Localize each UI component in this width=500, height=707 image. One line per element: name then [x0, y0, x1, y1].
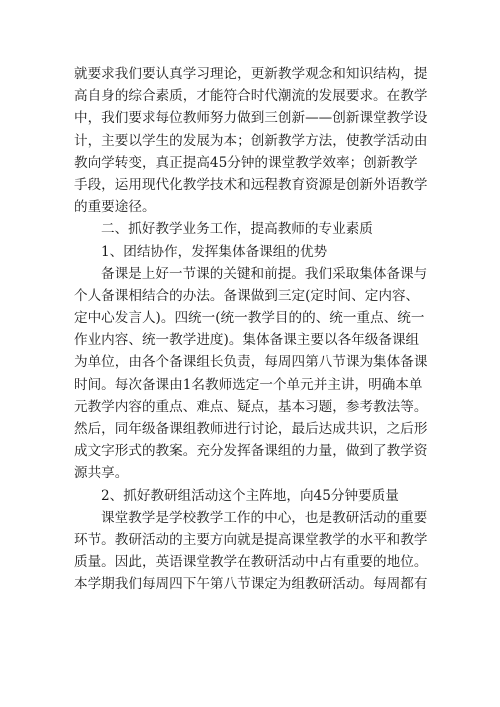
- text-line: 元教学内容的重点、难点、疑点，基本习题，参考教法等。: [74, 398, 428, 415]
- text-line: 为单位，由各个备课组长负责，每周四第八节课为集体备课: [74, 354, 428, 371]
- text-line: 备课是上好一节课的关键和前提。我们采取集体备课与: [101, 265, 428, 282]
- text-line: 就要求我们要认真学习理论，更新教学观念和知识结构，提: [74, 66, 428, 82]
- text-line: 中，我们要求每位教师努力做到三创新——创新课堂教学设: [74, 110, 428, 127]
- text-line: 然后，同年级备课组教师进行讨论，最后达成共识，之后形: [74, 421, 428, 437]
- text-line: 课堂教学是学校教学工作的中心，也是教研活动的重要: [101, 509, 428, 526]
- text-line: 本学期我们每周四下午第八节课定为组教研活动。每周都有: [74, 576, 428, 593]
- text-line: 质量。因此，英语课堂教学在教研活动中占有重要的地位。: [74, 554, 428, 571]
- text-line: 时间。每次备课由1名教师选定一个单元并主讲，明确本单: [74, 376, 423, 393]
- text-line: 成文字形式的教案。充分发挥备课组的力量，做到了教学资: [74, 443, 428, 460]
- text-line: 源共享。: [74, 465, 129, 482]
- text-line: 作业内容、统一教学进度)。集体备课主要以各年级备课组: [74, 332, 420, 349]
- text-line: 教向学转变，真正提高45分钟的课堂教学效率；创新教学: [74, 154, 418, 171]
- text-line: 计，主要以学生的发展为本；创新教学方法，使教学活动由: [74, 132, 428, 149]
- text-line: 2、抓好教研组活动这个主阵地，向45分钟要质量: [101, 487, 399, 504]
- text-line: 二、抓好教学业务工作，提高教师的专业素质: [101, 221, 373, 238]
- text-line: 手段，运用现代化教学技术和远程教育资源是创新外语教学: [74, 176, 428, 193]
- document-body: [74, 63, 434, 596]
- text-line: 环节。教研活动的主要方向就是提高课堂教学的水平和教学: [74, 531, 428, 548]
- text-line: 的重要途径。: [74, 199, 156, 216]
- text-line: 定中心发言人)。四统一(统一教学目的的、统一重点、统一: [74, 310, 425, 327]
- text-line: 个人备课相结合的办法。备课做到三定(定时间、定内容、: [74, 287, 420, 304]
- text-line: 高自身的综合素质，才能符合时代潮流的发展要求。在教学: [74, 88, 428, 105]
- text-line: 1、团结协作，发挥集体备课组的优势: [101, 243, 328, 260]
